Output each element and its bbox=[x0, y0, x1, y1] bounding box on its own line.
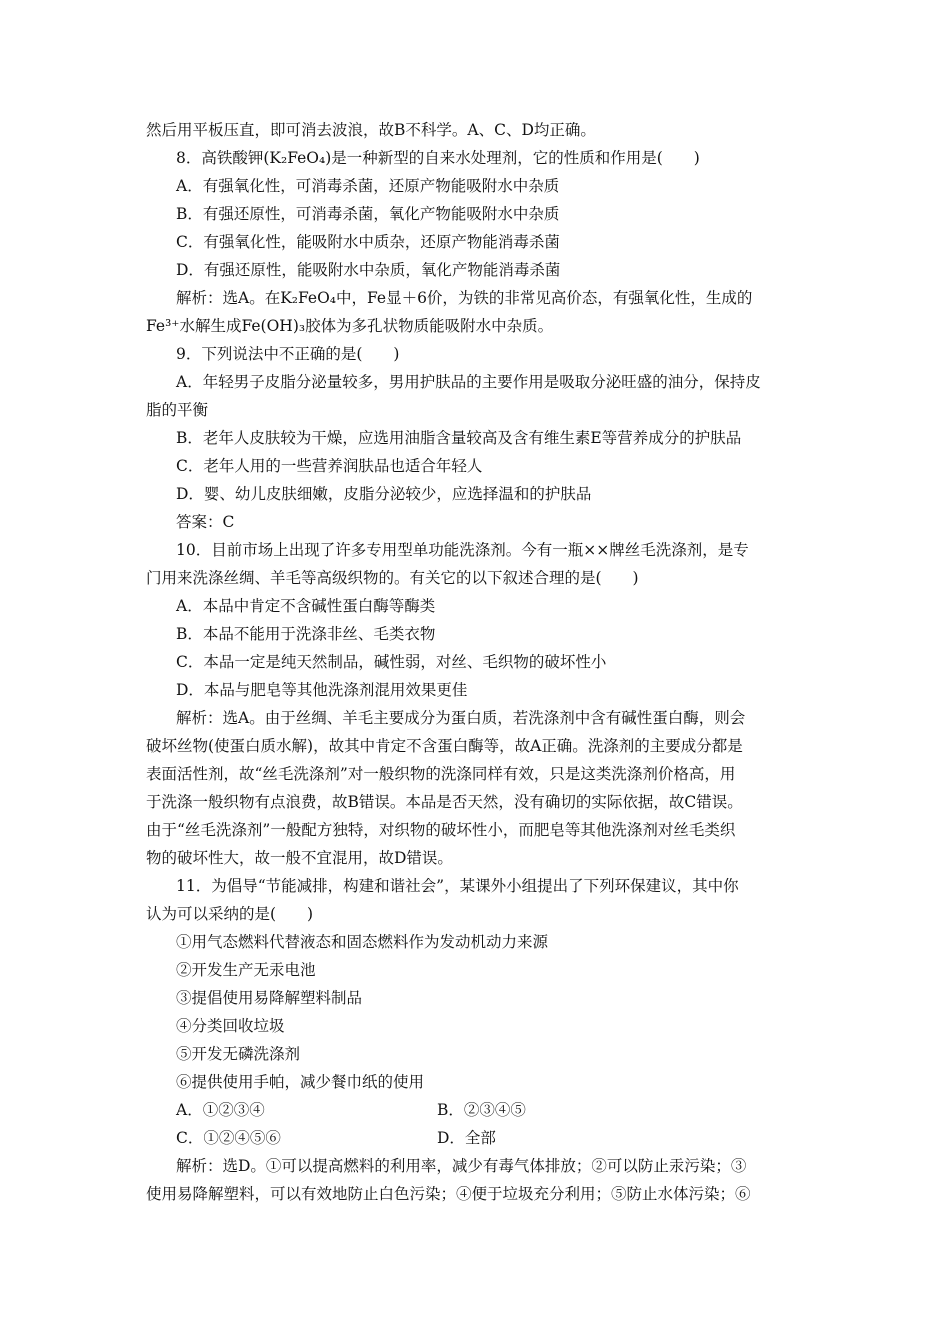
question-11: 11．为倡导“节能减排，构建和谐社会”，某课外小组提出了下列环保建议，其中你 bbox=[176, 877, 739, 895]
option-a: A．本品中肯定不含碱性蛋白酶等酶类 bbox=[176, 597, 436, 615]
analysis-line: 解析：选A。在K₂FeO₄中，Fe显＋6价，为铁的非常见高价态，有强氧化性，生成的 bbox=[176, 289, 753, 307]
option-b: B．本品不能用于洗涤非丝、毛类衣物 bbox=[176, 625, 436, 643]
option-c: C．①②④⑤⑥ bbox=[176, 1129, 281, 1147]
question-9: 9．下列说法中不正确的是( ) bbox=[176, 345, 400, 363]
answer-line: 答案：C bbox=[176, 513, 235, 531]
option-a-continued: 脂的平衡 bbox=[146, 401, 209, 419]
question-8: 8．高铁酸钾(K₂FeO₄)是一种新型的自来水处理剂，它的性质和作用是( ) bbox=[176, 149, 700, 167]
option-a: A．年轻男子皮脂分泌量较多，男用护肤品的主要作用是吸取分泌旺盛的油分，保持皮 bbox=[176, 373, 761, 391]
analysis-line: 由于“丝毛洗涤剂”一般配方独特，对织物的破坏性小，而肥皂等其他洗涤剂对丝毛类织 bbox=[146, 821, 736, 839]
option-a: A．①②③④ bbox=[176, 1101, 265, 1119]
analysis-line: 物的破坏性大，故一般不宜混用，故D错误。 bbox=[146, 849, 453, 867]
question-11-continued: 认为可以采纳的是( ) bbox=[146, 905, 314, 923]
item-1: ①用气态燃料代替液态和固态燃料作为发动机动力来源 bbox=[176, 933, 549, 951]
option-b: B．有强还原性，可消毒杀菌，氧化产物能吸附水中杂质 bbox=[176, 205, 560, 223]
option-d: D．本品与肥皂等其他洗涤剂混用效果更佳 bbox=[176, 681, 468, 699]
item-4: ④分类回收垃圾 bbox=[176, 1017, 285, 1035]
option-c: C．本品一定是纯天然制品，碱性弱，对丝、毛织物的破坏性小 bbox=[176, 653, 607, 671]
question-10-continued: 门用来洗涤丝绸、羊毛等高级织物的。有关它的以下叙述合理的是( ) bbox=[146, 569, 639, 587]
item-3: ③提倡使用易降解塑料制品 bbox=[176, 989, 363, 1007]
option-c: C．老年人用的一些营养润肤品也适合年轻人 bbox=[176, 457, 483, 475]
option-d: D．有强还原性，能吸附水中杂质，氧化产物能消毒杀菌 bbox=[176, 261, 561, 279]
analysis-line: Fe³⁺水解生成Fe(OH)₃胶体为多孔状物质能吸附水中杂质。 bbox=[146, 317, 554, 335]
analysis-line: 解析：选A。由于丝绸、羊毛主要成分为蛋白质，若洗涤剂中含有碱性蛋白酶，则会 bbox=[176, 709, 746, 727]
text-line: 然后用平板压直，即可消去波浪，故B不科学。A、C、D均正确。 bbox=[146, 121, 596, 139]
option-d: D．婴、幼儿皮肤细嫩，皮脂分泌较少，应选择温和的护肤品 bbox=[176, 485, 592, 503]
option-a: A．有强氧化性，可消毒杀菌，还原产物能吸附水中杂质 bbox=[176, 177, 560, 195]
item-6: ⑥提供使用手帕，减少餐巾纸的使用 bbox=[176, 1073, 425, 1091]
analysis-line: 表面活性剂，故“丝毛洗涤剂”对一般织物的洗涤同样有效，只是这类洗涤剂价格高，用 bbox=[146, 765, 736, 783]
analysis-line: 于洗涤一般织物有点浪费，故B错误。本品是否天然，没有确切的实际依据，故C错误。 bbox=[146, 793, 743, 811]
analysis-line: 破坏丝物(使蛋白质水解)，故其中肯定不含蛋白酶等，故A正确。洗涤剂的主要成分都是 bbox=[146, 737, 743, 755]
analysis-line: 使用易降解塑料，可以有效地防止白色污染；④便于垃圾充分利用；⑤防止水体污染；⑥ bbox=[146, 1185, 751, 1203]
option-b: B．②③④⑤ bbox=[437, 1101, 526, 1119]
question-10: 10．目前市场上出现了许多专用型单功能洗涤剂。今有一瓶××牌丝毛洗涤剂，是专 bbox=[176, 541, 749, 559]
item-5: ⑤开发无磷洗涤剂 bbox=[176, 1045, 301, 1063]
option-c: C．有强氧化性，能吸附水中质杂，还原产物能消毒杀菌 bbox=[176, 233, 560, 251]
option-d: D．全部 bbox=[437, 1129, 496, 1147]
option-b: B．老年人皮肤较为干燥，应选用油脂含量较高及含有维生素E等营养成分的护肤品 bbox=[176, 429, 742, 447]
analysis-line: 解析：选D。①可以提高燃料的利用率，减少有毒气体排放；②可以防止汞污染；③ bbox=[176, 1157, 747, 1175]
item-2: ②开发生产无汞电池 bbox=[176, 961, 316, 979]
